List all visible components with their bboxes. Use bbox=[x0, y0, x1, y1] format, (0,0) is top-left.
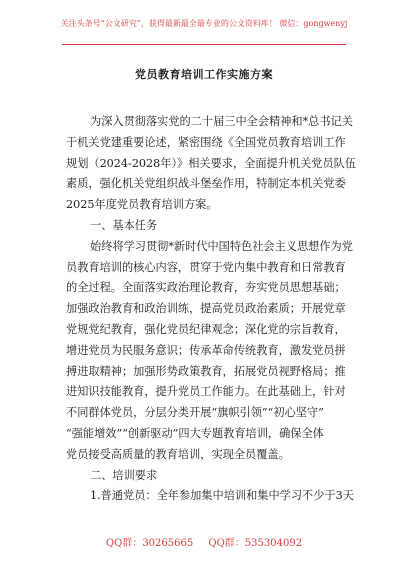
body-line: 加强政治教育和政治训练，提高党员政治素质；开展党章 bbox=[66, 302, 346, 316]
section-heading: 一、基本任务 bbox=[90, 218, 158, 232]
body-line: 员教育培训的核心内容，贯穿于党内集中教育和日常教育 bbox=[66, 260, 346, 274]
document-body bbox=[66, 112, 357, 507]
body-line: 规划（2024-2028年）》相关要求，全面提升机关党员队伍 bbox=[66, 156, 357, 170]
body-line: 为深入贯彻落实党的二十届三中全会精神和*总书记关 bbox=[90, 115, 353, 128]
body-line: 增进党员为民服务意识；传承革命传统教育，激发党员拼 bbox=[66, 343, 346, 357]
footer-qq-group-1: QQ群：30265665 bbox=[105, 538, 194, 549]
footer-qq-group-2: QQ群：535304092 bbox=[208, 538, 303, 549]
footer-contact bbox=[0, 534, 408, 549]
body-line: 搏进取精神；加强形势政策教育，拓展党员视野格局；推 bbox=[66, 364, 346, 378]
body-line: 1.普通党员：全年参加集中培训和集中学习不少于3天 bbox=[90, 489, 354, 503]
body-line: 进知识技能教育，提升党员工作能力。在此基础上，针对 bbox=[66, 385, 346, 399]
body-line: 不同群体党员，分层分类开展“旗帜引领”“初心坚守” bbox=[66, 406, 324, 420]
body-line: 始终将学习贯彻*新时代中国特色社会主义思想作为党 bbox=[90, 239, 353, 253]
body-line: 于机关党建重要论述，紧密围绕《全国党员教育培训工作 bbox=[66, 135, 346, 149]
body-line: 的全过程。全面落实政治理论教育，夯实党员思想基础； bbox=[66, 281, 346, 295]
body-line: 素质，强化机关党组织战斗堡垒作用，特制定本机关党委 bbox=[66, 177, 346, 191]
body-line: 2025年度党员教育培训方案。 bbox=[66, 198, 218, 212]
body-line: 党规党纪教育，强化党员纪律观念；深化党的宗旨教育， bbox=[66, 322, 346, 336]
body-line: 党员接受高质量的教育培训，实现全员覆盖。 bbox=[66, 447, 290, 461]
header-divider bbox=[62, 44, 346, 45]
body-line: “强能增效”“创新驱动”四大专题教育培训，确保全体 bbox=[66, 426, 324, 440]
section-heading: 二、培训要求 bbox=[90, 468, 158, 482]
document-title: 党员教育培训工作实施方案 bbox=[135, 68, 273, 81]
header-promo-text: 关注头条号“公文研究”，获得最新最全最专业的公文资料库！ 微信：gongwenyj bbox=[60, 19, 348, 28]
